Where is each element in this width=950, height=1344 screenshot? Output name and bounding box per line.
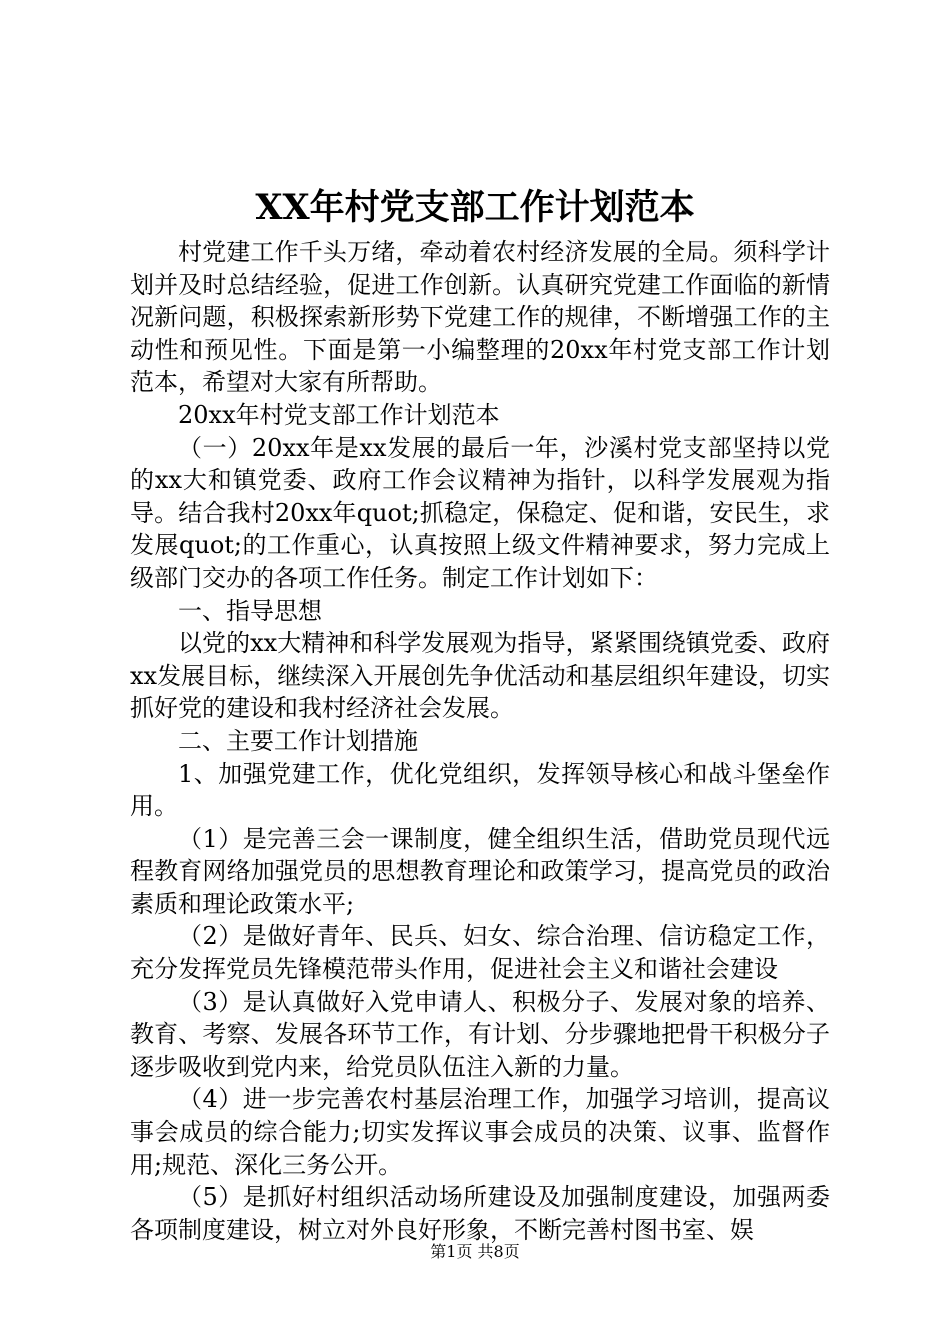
paragraph-guiding-thought: 以党的xx大精神和科学发展观为指导，紧紧围绕镇党委、政府xx发展目标，继续深入开展创先争优活动和基层组织年建设，切实抓好党的建设和我村经济社会发展。 xyxy=(130,629,830,723)
paragraph-intro: 村党建工作千头万绪，牵动着农村经济发展的全局。须科学计划并及时总结经验，促进工作创新。认真研究党建工作面临的新情况新问题，积极探索新形势下党建工作的规律，不断增强工作的主动性和预见性。下面是第一小编整理的20xx年村党支部工作计划范本，希望对大家有所帮助。 xyxy=(130,238,830,397)
paragraph-item-4: （4）进一步完善农村基层治理工作，加强学习培训，提高议事会成员的综合能力;切实发挥议事会成员的决策、议事、监督作用;规范、深化三务公开。 xyxy=(130,1085,830,1179)
page-number: 第1页 共8页 xyxy=(430,1242,520,1261)
paragraph-item-2: （2）是做好青年、民兵、妇女、综合治理、信访稳定工作，充分发挥党员先锋模范带头作用，促进社会主义和谐社会建设 xyxy=(130,922,830,984)
section-heading-main-measures: 二、主要工作计划措施 xyxy=(178,726,418,755)
section-heading-guiding-thought: 一、指导思想 xyxy=(178,596,322,625)
paragraph-measure-1: 1、加强党建工作，优化党组织，发挥领导核心和战斗堡垒作用。 xyxy=(130,759,830,821)
paragraph-subtitle: 20xx年村党支部工作计划范本 xyxy=(178,400,500,429)
paragraph-overview: （一）20xx年是xx发展的最后一年，沙溪村党支部坚持以党的xx大和镇党委、政府工作会议精神为指针，以科学发展观为指导。结合我村20xx年quot;抓稳定，保稳定、促和谐，安民生，求发展quot;的工作重心，认真按照上级文件精神要求，努力完成上级部门交办的各项工作任务。制定工作计划如下： xyxy=(130,433,830,592)
paragraph-item-5: （5）是抓好村组织活动场所建设及加强制度建设，加强两委各项制度建设，树立对外良好形象，不断完善村图书室、娱 xyxy=(130,1183,830,1244)
document-body xyxy=(130,236,830,1246)
paragraph-item-3: （3）是认真做好入党申请人、积极分子、发展对象的培养、教育、考察、发展各环节工作，有计划、分步骤地把骨干积极分子逐步吸收到党内来，给党员队伍注入新的力量。 xyxy=(130,987,830,1081)
document-title: XX年村党支部工作计划范本 xyxy=(255,187,695,228)
paragraph-item-1: （1）是完善三会一课制度，健全组织生活，借助党员现代远程教育网络加强党员的思想教育理论和政策学习，提高党员的政治素质和理论政策水平; xyxy=(130,824,830,918)
